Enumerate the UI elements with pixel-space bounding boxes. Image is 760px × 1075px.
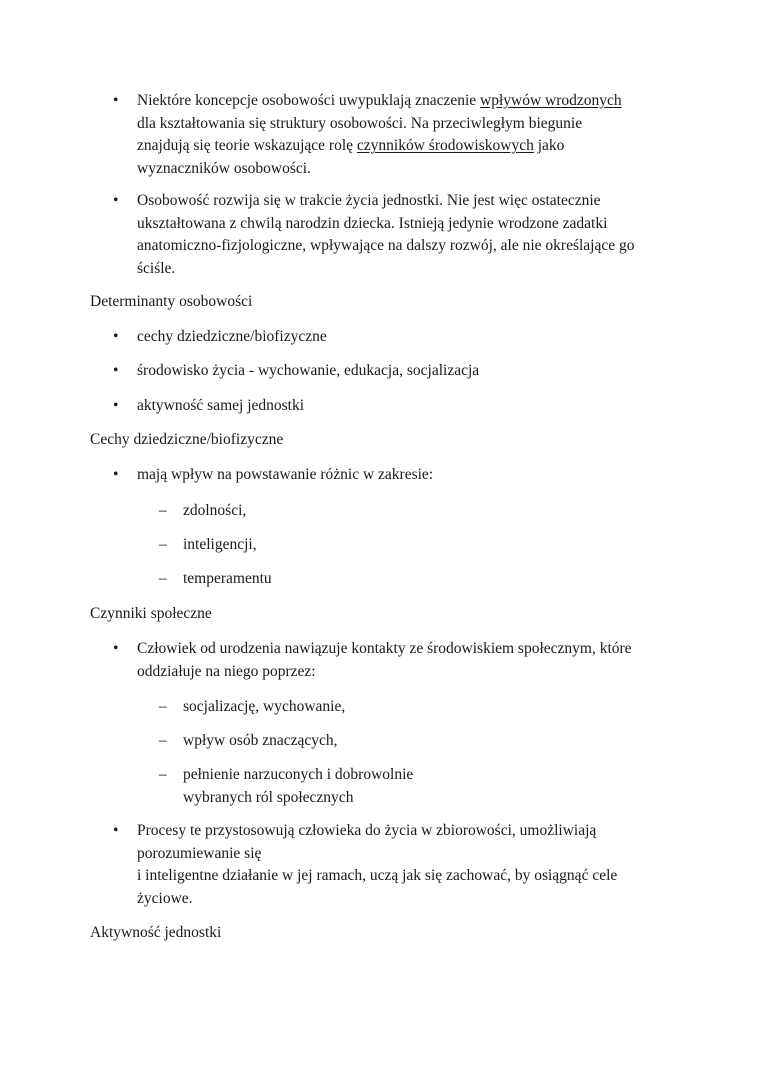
- text-line: wpływ osób znaczących,: [183, 732, 338, 749]
- text-line: i inteligentne działanie w jej ramach, uczą jak się zachować, by osiągnąć cele: [137, 867, 618, 885]
- text-line: socjalizację, wychowanie,: [183, 698, 346, 715]
- dash-marker: –: [159, 570, 167, 587]
- bullet-marker: •: [113, 192, 119, 209]
- text-line: inteligencji,: [183, 536, 257, 553]
- text-line: zdolności,: [183, 502, 247, 519]
- sub-list-item: [159, 730, 338, 753]
- dash-marker: –: [159, 698, 167, 715]
- bullet-marker: •: [113, 397, 119, 414]
- text-line: cechy dziedziczne/biofizyczne: [137, 328, 327, 345]
- bullet-marker: •: [113, 640, 119, 657]
- sub-list-item: [159, 534, 257, 557]
- section-heading-hereditary: Cechy dziedziczne/biofizyczne: [90, 431, 284, 448]
- text-line: wyznaczników osobowości.: [137, 159, 311, 177]
- list-item: [113, 464, 434, 487]
- list-item: [113, 820, 618, 910]
- text-line: Niektóre koncepcje osobowości uwypuklają znaczenie wpływów wrodzonych: [137, 92, 622, 109]
- text-line: porozumiewanie się: [137, 844, 262, 862]
- text-line: Człowiek od urodzenia nawiązuje kontakty ze środowiskiem społecznym, które: [137, 640, 632, 657]
- dash-marker: –: [159, 732, 167, 749]
- text-line: Procesy te przystosowują człowieka do życia w zbiorowości, umożliwiają: [137, 822, 597, 839]
- text-line: oddziałuje na niego poprzez:: [137, 662, 316, 680]
- dash-marker: –: [159, 536, 167, 553]
- sub-list-item: [159, 696, 346, 719]
- text-line: dla kształtowania się struktury osobowości. Na przeciwległym biegunie: [137, 114, 583, 132]
- text-line: ściśle.: [137, 259, 176, 277]
- intro-bullet-1: [113, 90, 622, 180]
- text-line: Osobowość rozwija się w trakcie życia jednostki. Nie jest więc ostatecznie: [137, 192, 601, 209]
- text-line: znajdują się teorie wskazujące rolę czynników środowiskowych jako: [137, 137, 565, 155]
- list-item: [113, 395, 305, 418]
- sub-list-item: [159, 500, 247, 523]
- section-heading-determinants: Determinanty osobowości: [90, 293, 253, 310]
- intro-bullet-2: [113, 190, 635, 280]
- text-line: temperamentu: [183, 570, 272, 587]
- dash-marker: –: [159, 766, 167, 783]
- text-line: aktywność samej jednostki: [137, 397, 305, 414]
- bullet-marker: •: [113, 822, 119, 839]
- text-line: mają wpływ na powstawanie różnic w zakresie:: [137, 466, 434, 483]
- sub-list-item: [159, 568, 272, 591]
- section-heading-social: Czynniki społeczne: [90, 605, 212, 622]
- bullet-marker: •: [113, 466, 119, 483]
- text-line: ukształtowana z chwilą narodzin dziecka. Istnieją jedynie wrodzone zadatki: [137, 214, 608, 232]
- underlined-term: czynników środowiskowych: [356, 137, 534, 155]
- text-line: środowisko życia - wychowanie, edukacja, socjalizacja: [137, 362, 480, 379]
- text-line: pełnienie narzuconych i dobrowolnie: [183, 766, 414, 783]
- list-item: [113, 360, 480, 383]
- section-heading-activity: Aktywność jednostki: [90, 924, 222, 941]
- underlined-term: wpływów wrodzonych: [480, 92, 622, 109]
- bullet-marker: •: [113, 328, 119, 345]
- bullet-marker: •: [113, 362, 119, 379]
- list-item: [113, 326, 327, 349]
- text-line: życiowe.: [137, 889, 193, 907]
- list-item: [113, 638, 632, 683]
- text-line: wybranych ról społecznych: [183, 788, 354, 806]
- bullet-marker: •: [113, 92, 119, 109]
- sub-list-item: [159, 764, 414, 809]
- text-line: anatomiczno-fizjologiczne, wpływające na dalszy rozwój, ale nie określające go: [137, 237, 635, 255]
- dash-marker: –: [159, 502, 167, 519]
